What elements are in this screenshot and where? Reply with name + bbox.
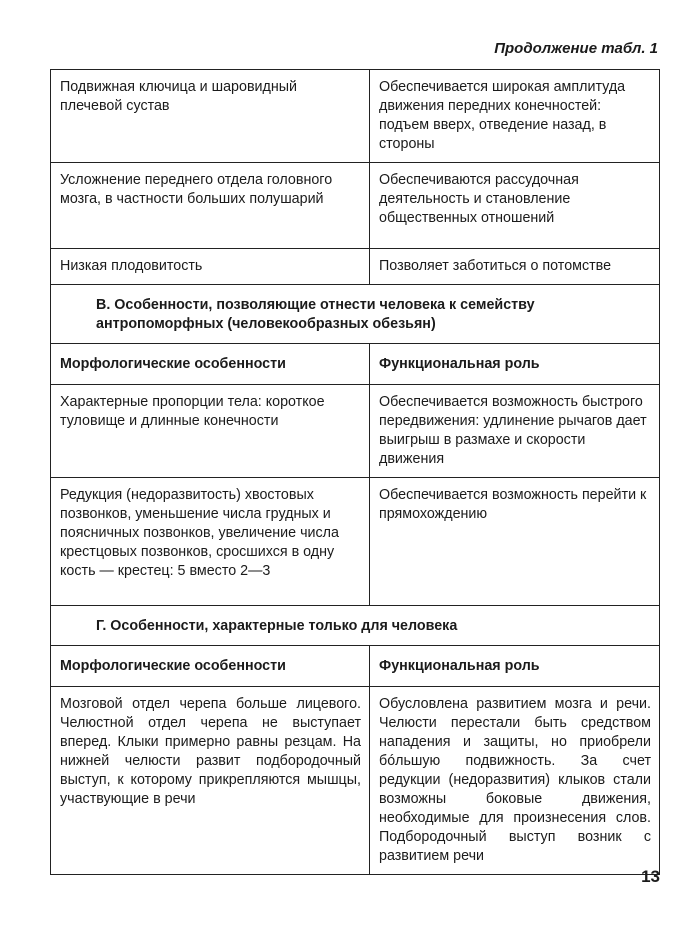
table-row [51, 249, 660, 285]
table-cell: Усложнение переднего отдела головного мозга, в частности больших полушарий [51, 163, 370, 249]
table-cell: Редукция (недоразвитость) хвостовых позвонков, уменьшение числа грудных и поясничных позвонков, увеличение числа крестцовых позвонков, сросшихся в одну кость — крестец: 5 вместо 2—3 [51, 478, 370, 606]
table-row [51, 687, 660, 875]
table-cell: Позволяет заботиться о потомстве [370, 249, 660, 285]
table-row [51, 478, 660, 606]
header-morphology: Морфологические особенности [51, 344, 370, 385]
header-row [51, 646, 660, 687]
table-row [51, 70, 660, 163]
table-cell: Мозговой отдел черепа больше лицевого. Челюстной отдел черепа не выступает вперед. Клыки примерно равны резцам. На нижней челюсти развит подбородочный выступ, к которому прикрепляются мышцы, участвующие в речи [51, 687, 370, 875]
header-function: Функциональная роль [370, 344, 660, 385]
table-row [51, 385, 660, 478]
table-cell: Подвижная ключица и шаровидный плечевой сустав [51, 70, 370, 163]
section-g-title: Г. Особенности, характерные только для человека [51, 606, 660, 646]
table-cell: Обеспечивается возможность перейти к прямохождению [370, 478, 660, 606]
table-cell: Характерные пропорции тела: короткое туловище и длинные конечности [51, 385, 370, 478]
section-b-title: В. Особенности, позволяющие отнести человека к семейству антропоморфных (человекообразных обезьян) [51, 285, 660, 344]
table-cell: Обеспечивается широкая амплитуда движения передних конечностей: подъем вверх, отведение назад, в стороны [370, 70, 660, 163]
section-title-row [51, 285, 660, 344]
section-title-row [51, 606, 660, 646]
continuation-label: Продолжение табл. 1 [494, 40, 658, 57]
header-function: Функциональная роль [370, 646, 660, 687]
table-cell: Обеспечиваются рассудочная деятельность и становление общественных отношений [370, 163, 660, 249]
table-cell: Обеспечивается возможность быстрого передвижения: удлинение рычагов дает выигрыш в размахе и скорости движения [370, 385, 660, 478]
table-cell: Обусловлена развитием мозга и речи. Челюсти перестали быть средством нападения и защиты, но приобрели бóльшую подвижность. За счет редукции (недоразвития) клыков стали возможны боковые движения, необходимые для произнесения слов. Подбородочный выступ возник с развитием речи [370, 687, 660, 875]
table [50, 69, 660, 875]
header-morphology: Морфологические особенности [51, 646, 370, 687]
table-cell: Низкая плодовитость [51, 249, 370, 285]
table-row [51, 163, 660, 249]
page-number: 13 [641, 867, 660, 886]
header-row [51, 344, 660, 385]
